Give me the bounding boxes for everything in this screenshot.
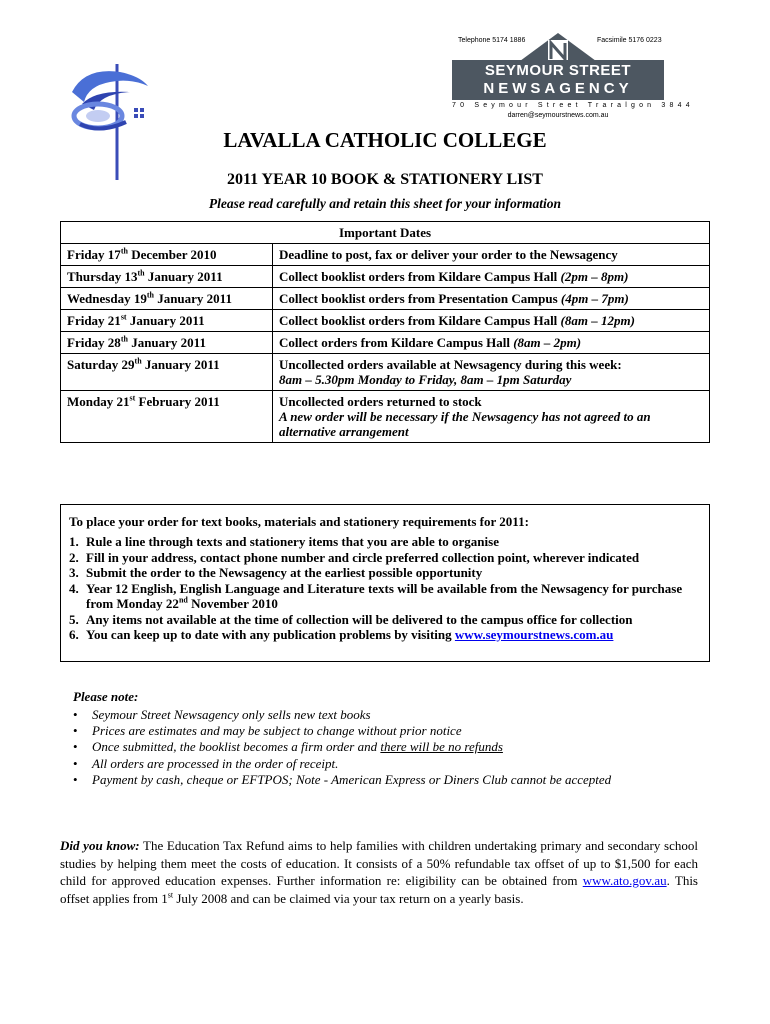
date-suffix: th	[146, 290, 154, 300]
date-rest: January 2011	[126, 313, 205, 328]
instruction-item	[69, 627, 701, 643]
bullet-icon: •	[73, 739, 78, 755]
dates-header-row	[61, 222, 710, 244]
dates-row	[61, 266, 710, 288]
date-day: Monday 21	[67, 394, 130, 409]
date-day: Thursday 13	[67, 269, 138, 284]
date-cell	[61, 244, 273, 266]
note-item	[73, 739, 713, 755]
bullet-icon: •	[73, 771, 78, 787]
newsagency-telephone: Telephone 5174 1886	[458, 37, 526, 44]
date-cell	[61, 354, 273, 391]
newsagency-facsimile: Facsimile 5176 0223	[597, 37, 662, 44]
date-description: Collect orders from Kildare Campus Hall	[279, 335, 514, 350]
note-item	[73, 723, 713, 739]
newsagency-name-line2: NEWSAGENCY	[483, 80, 633, 97]
did-you-know-text2: . This offset applies from 1	[60, 873, 698, 906]
newsagency-logo-roof	[520, 31, 596, 61]
date-rest: January 2011	[141, 357, 220, 372]
note-text: Once submitted, the booklist becomes a firm order and	[92, 739, 381, 755]
instruction-text: Fill in your address, contact phone number and circle preferred collection point, wherever indicated	[86, 549, 640, 565]
date-suffix: st	[129, 393, 136, 403]
instruction-item	[69, 534, 701, 550]
instruction-number: 5.	[69, 611, 79, 627]
instruction-item	[69, 565, 701, 581]
instruction-text: You can keep up to date with any publication problems by visiting	[86, 627, 455, 642]
date-rest: December 2010	[127, 247, 217, 262]
date-description-cell	[273, 391, 710, 443]
instruction-sup: nd	[178, 595, 188, 605]
order-instructions-box	[60, 504, 710, 662]
date-description-cell	[273, 266, 710, 288]
date-day: Friday 21	[67, 313, 121, 328]
please-note-heading: Please note:	[73, 689, 139, 704]
date-description-detail: 8am – 5.30pm Monday to Friday, 8am – 1pm Saturday	[279, 372, 572, 387]
please-note-list	[73, 707, 713, 788]
did-you-know-lead: Did you know:	[60, 838, 140, 853]
dates-row	[61, 332, 710, 354]
note-text: All orders are processed in the order of receipt.	[92, 755, 339, 771]
date-day: Wednesday 19	[67, 291, 147, 306]
list-title: 2011 YEAR 10 BOOK & STATIONERY LIST	[227, 171, 543, 188]
important-dates-table	[60, 221, 710, 443]
newsagency-name-panel	[452, 60, 664, 100]
instruction-number: 6.	[69, 627, 79, 642]
note-item	[73, 772, 713, 788]
date-cell	[61, 332, 273, 354]
note-emphasis: there will be no refunds	[380, 739, 503, 755]
dates-row	[61, 391, 710, 443]
date-cell	[61, 391, 273, 443]
date-description: Collect booklist orders from Presentation Campus	[279, 291, 561, 306]
newsagency-address: 70 Seymour Street Traralgon 3844	[452, 102, 694, 109]
did-you-know-text1: The Education Tax Refund aims to help families with children undertaking primary and secondary school studies by helping them meet the costs of education. It consists of a 50% refundable tax offset of up to $1,500 for each child for approved education expenses. Further information re: eligibility can be obtained from	[60, 838, 698, 888]
date-description: Uncollected orders returned to stock	[279, 394, 482, 409]
date-cell	[61, 266, 273, 288]
date-description-cell	[273, 332, 710, 354]
date-description-cell	[273, 244, 710, 266]
did-you-know-text3: July 2008 and can be claimed via your tax return on a yearly basis.	[173, 890, 524, 906]
date-suffix: th	[120, 334, 128, 344]
instruction-number: 2.	[69, 549, 79, 565]
date-rest: January 2011	[153, 291, 232, 306]
date-description-detail: A new order will be necessary if the Newsagency has not agreed to an alternative arrangement	[279, 409, 651, 439]
date-suffix: th	[120, 246, 128, 256]
bullet-icon: •	[73, 707, 78, 722]
note-text: Seymour Street Newsagency only sells new text books	[92, 707, 371, 722]
date-description-detail: (8am – 12pm)	[560, 313, 635, 328]
date-description-cell	[273, 354, 710, 391]
did-you-know-sup: st	[167, 890, 174, 900]
instruction-text: Submit the order to the Newsagency at the earliest possible opportunity	[86, 565, 483, 580]
dates-heading: Important Dates	[61, 222, 710, 244]
bullet-icon: •	[73, 755, 78, 771]
bullet-icon: •	[73, 723, 78, 739]
date-description-detail: (2pm – 8pm)	[560, 269, 629, 284]
date-description-detail: (4pm – 7pm)	[560, 291, 629, 306]
date-description: Uncollected orders available at Newsagency during this week:	[279, 357, 622, 372]
date-description-cell	[273, 310, 710, 332]
date-description-cell	[273, 288, 710, 310]
instruction-text: Year 12 English, English Language and Literature texts will be available from the Newsagency for purchase from Monday 22	[86, 580, 683, 611]
dates-row	[61, 288, 710, 310]
instruction-number: 3.	[69, 565, 79, 580]
dates-row	[61, 244, 710, 266]
date-cell	[61, 310, 273, 332]
instruction-tail: November 2010	[187, 596, 278, 611]
note-text: Payment by cash, cheque or EFTPOS; Note - American Express or Diners Club cannot be accepted	[92, 771, 612, 787]
instruction-number: 1.	[69, 534, 79, 549]
instruction-text: Rule a line through texts and stationery items that you are able to organise	[86, 534, 499, 549]
instruction-item	[69, 550, 701, 566]
did-you-know-paragraph	[60, 837, 698, 907]
instruction-item	[69, 612, 701, 628]
instruction-number: 4.	[69, 580, 79, 596]
ato-link[interactable]: www.ato.gov.au	[582, 873, 667, 888]
order-instructions-heading: To place your order for text books, materials and stationery requirements for 2011:	[69, 514, 529, 529]
school-logo	[60, 62, 160, 182]
date-rest: February 2011	[135, 394, 220, 409]
newsagency-email: darren@seymourstnews.com.au	[507, 112, 609, 119]
date-description-detail: (8am – 2pm)	[513, 335, 582, 350]
date-rest: January 2011	[144, 269, 223, 284]
note-text: Prices are estimates and may be subject to change without prior notice	[92, 723, 462, 739]
date-suffix: th	[137, 268, 145, 278]
order-instructions-list	[69, 534, 701, 643]
date-day: Saturday 29	[67, 357, 135, 372]
please-note-section	[73, 689, 713, 788]
note-item	[73, 756, 713, 772]
date-cell	[61, 288, 273, 310]
read-carefully-note: Please read carefully and retain this sheet for your information	[208, 196, 562, 211]
instruction-text: Any items not available at the time of collection will be delivered to the campus office for collection	[86, 611, 633, 627]
newsagency-name-line1: SEYMOUR STREET	[484, 62, 632, 79]
newsagency-website-link[interactable]: www.seymourstnews.com.au	[454, 627, 614, 642]
instruction-item	[69, 581, 701, 612]
dates-row	[61, 354, 710, 391]
date-day: Friday 28	[67, 335, 121, 350]
date-description: Deadline to post, fax or deliver your order to the Newsagency	[279, 247, 618, 262]
date-suffix: th	[134, 356, 142, 366]
school-title: LAVALLA CATHOLIC COLLEGE	[223, 128, 547, 152]
date-rest: January 2011	[127, 335, 206, 350]
dates-row	[61, 310, 710, 332]
date-description: Collect booklist orders from Kildare Campus Hall	[279, 269, 561, 284]
date-description: Collect booklist orders from Kildare Campus Hall	[279, 313, 561, 328]
note-item	[73, 707, 713, 723]
date-day: Friday 17	[67, 247, 121, 262]
date-suffix: st	[120, 312, 127, 322]
